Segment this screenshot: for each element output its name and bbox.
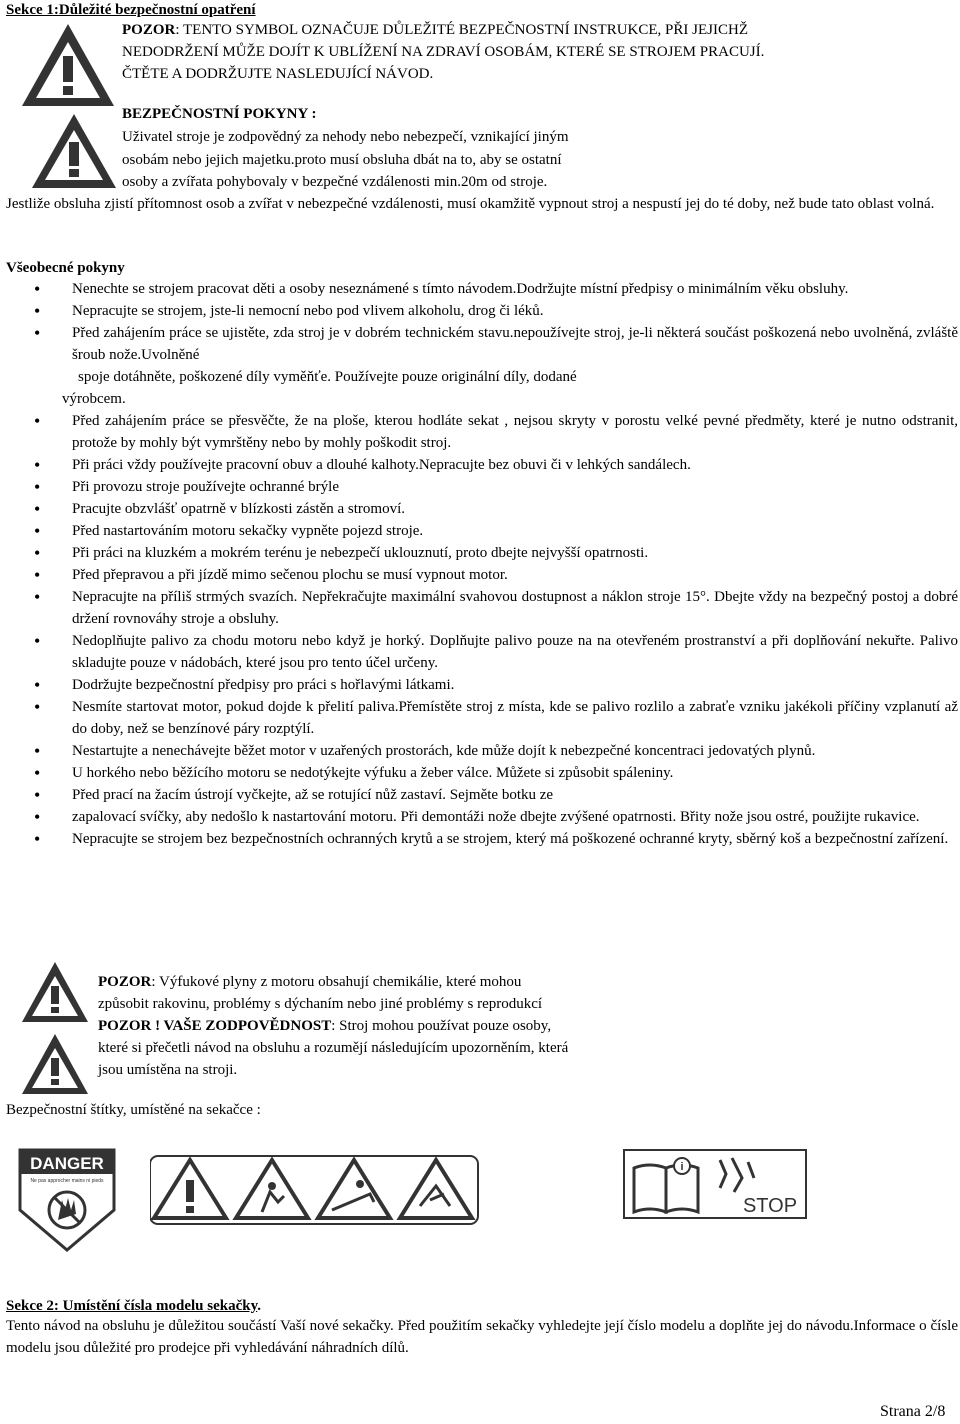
list-item: • Před prací na žacím ústrojí vyčkejte, až se rotující nůž zastaví. Sejměte botku ze <box>0 784 960 806</box>
general-list <box>0 278 960 850</box>
list-item: • Před nastartováním motoru sekačky vypněte pojezd stroje. <box>0 520 960 542</box>
warning-triangle-icon <box>30 112 118 190</box>
warn3-line-1: POZOR ! VAŠE ZODPOVĚDNOST: Stroj mohou používat pouze osoby, <box>98 1018 552 1034</box>
pokyny-line-1: Uživatel stroje je zodpovědný za nehody nebo nebezpečí, vznikající jiným <box>122 129 569 145</box>
danger-title: DANGER <box>30 1154 104 1173</box>
pozor-line-3: ČTĚTE A DODRŽUJTE NASLEDUJÍCÍ NÁVOD. <box>122 66 434 82</box>
warn2-line-2: způsobit rakovinu, problémy s dýchaním nebo jiné problémy s reprodukcí <box>98 996 543 1012</box>
list-item: • Nestartujte a nenechávejte běžet motor v uzařených prostorách, kde může dojít k nebezpečné koncentraci jedovatých plynů. <box>0 740 960 762</box>
list-item: • Před zahájením práce se ujistěte, zda stroj je v dobrém technickém stavu.nepoužívejte stroj, je-li některá součást poškozená nebo uvolněná, zvláště šroub nože.Uvolněné <box>0 322 960 366</box>
list-item: • Pracujte obzvlášť opatrně v blízkosti zástěn a stromoví. <box>0 498 960 520</box>
section1-title: Sekce 1:Důležité bezpečnostní opatření <box>6 2 256 18</box>
stickers-label: Bezpečnostní štítky, umístěné na sekačce : <box>6 1102 261 1118</box>
page-number: Strana 2/8 <box>880 1403 946 1420</box>
section2-title: Sekce 2: Umístění čísla modelu sekačky. <box>6 1298 261 1314</box>
warn2-line-1: POZOR: Výfukové plyny z motoru obsahují chemikálie, které mohou <box>98 974 522 990</box>
general-heading: Všeobecné pokyny <box>6 260 125 276</box>
jestlize-paragraph: Jestliže obsluha zjistí přítomnost osob a zvířat v nebezpečné vzdálenosti, musí okamžitě vypnout stroj a nespustí jej do té doby, než bude tato oblast volná. <box>6 196 935 212</box>
list-item: • Nenechte se strojem pracovat děti a osoby neseznámené s tímto návodem.Dodržujte místní předpisy o minimálním věku obsluhy. <box>0 278 960 300</box>
svg-text:i: i <box>680 1161 684 1173</box>
hazard-stickers <box>150 1150 480 1226</box>
pozor-line-2: NEDODRŽENÍ MŮŽE DOJÍT K UBLÍŽENÍ NA ZDRAVÍ OSOBÁM, KTERÉ SE STROJEM PRACUJÍ. <box>122 44 765 60</box>
list-item: • Nepracujte se strojem, jste-li nemocní nebo pod vlivem alkoholu, drog či léků. <box>0 300 960 322</box>
warning-triangle-icon <box>20 1032 90 1096</box>
pozor-line-1: POZOR: TENTO SYMBOL OZNAČUJE DŮLEŽITÉ BEZPEČNOSTNÍ INSTRUKCE, PŘI JEJICHŽ <box>122 22 748 38</box>
list-item: • Při práci na kluzkém a mokrém terénu je nebezpečí uklouznutí, proto dbejte nejvyšší opatrnosti. <box>0 542 960 564</box>
list-item: • U horkého nebo běžícího motoru se nedotýkejte výfuku a žeber válce. Můžete si způsobit spáleniny. <box>0 762 960 784</box>
list-item: • Dodržujte bezpečnostní předpisy pro práci s hořlavými látkami. <box>0 674 960 696</box>
manual-stop-sticker <box>622 1148 808 1220</box>
danger-sticker <box>18 1148 116 1252</box>
stop-text: STOP <box>742 1195 798 1217</box>
pokyny-heading: BEZPEČNOSTNÍ POKYNY : <box>122 106 317 122</box>
danger-subtitle: Ne pas approcher mains ni pieds <box>30 1178 104 1184</box>
warning-triangle-icon <box>20 960 90 1024</box>
list-item: • Nesmíte startovat motor, pokud dojde k přelití paliva.Přemístěte stroj z místa, kde se palivo rozlilo a zabraťe vzniku jakékoli příčiny vzplanutí až do doby, než se benzínové páry rozptýlí. <box>0 696 960 740</box>
list-item: • Před zahájením práce se přesvěčte, že na ploše, kterou hodláte sekat , nejsou skryty v porostu velké pevné předměty, které je nutno odstranit, protože by mohly být vymrštěny nebo by mohly poškodit stroj. <box>0 410 960 454</box>
pokyny-line-2: osobám nebo jejich majetku.proto musí obsluha dbát na to, aby se ostatní <box>122 152 562 168</box>
list-item: • Při práci vždy používejte pracovní obuv a dlouhé kalhoty.Nepracujte bez obuvi či v lehkých sandálech. <box>0 454 960 476</box>
list-item-continuation: výrobcem. <box>62 391 126 407</box>
list-item: • Nepracujte se strojem bez bezpečnostních ochranných krytů a se strojem, který má poškozené ochranné kryty, sběrný koš a bezpečnostní zařízení. <box>0 828 960 850</box>
list-item: • Nepracujte na příliš strmých svazích. Nepřekračujte maximální svahovou dostupnost a náklon stroje 15°. Dbejte vždy na bezpečný postoj a dobré držení rovnováhy stroje a obsluhy. <box>0 586 960 630</box>
section2-paragraph: Tento návod na obsluhu je důležitou součástí Vaší nové sekačky. Před použitím sekačky vyhledejte její číslo modelu a doplňte jej do návodu.Informace o čísle modelu jsou důležité pro prodejce při vyhledávání náhradních dílů. <box>6 1318 958 1356</box>
warning-triangle-icon <box>20 22 116 108</box>
warn3-line-2: které si přečetli návod na obsluhu a rozumějí následujícím upozorněním, která <box>98 1040 569 1056</box>
warn3-line-3: jsou umístěna na stroji. <box>98 1062 238 1078</box>
list-item: • Při provozu stroje používejte ochranné brýle <box>0 476 960 498</box>
pokyny-line-3: osoby a zvířata pohybovaly v bezpečné vzdálenosti min.20m od stroje. <box>122 174 548 190</box>
list-item: • Před přepravou a při jízdě mimo sečenou plochu se musí vypnout motor. <box>0 564 960 586</box>
list-item: • zapalovací svíčky, aby nedošlo k nastartování motoru. Při demontáži nože dbejte zvýšené opatrnosti. Břity nože jsou ostré, použijte rukavice. <box>0 806 960 828</box>
list-item: • Nedoplňujte palivo za chodu motoru nebo když je horký. Doplňujte palivo pouze na na otevřeném prostranství a při doplňování nekuřte. Palivo skladujte pouze v nádobách, které jsou pro tento účel určeny. <box>0 630 960 674</box>
list-item-continuation: spoje dotáhněte, poškozené díly vyměňťe. Používejte pouze originální díly, dodané <box>78 369 577 385</box>
